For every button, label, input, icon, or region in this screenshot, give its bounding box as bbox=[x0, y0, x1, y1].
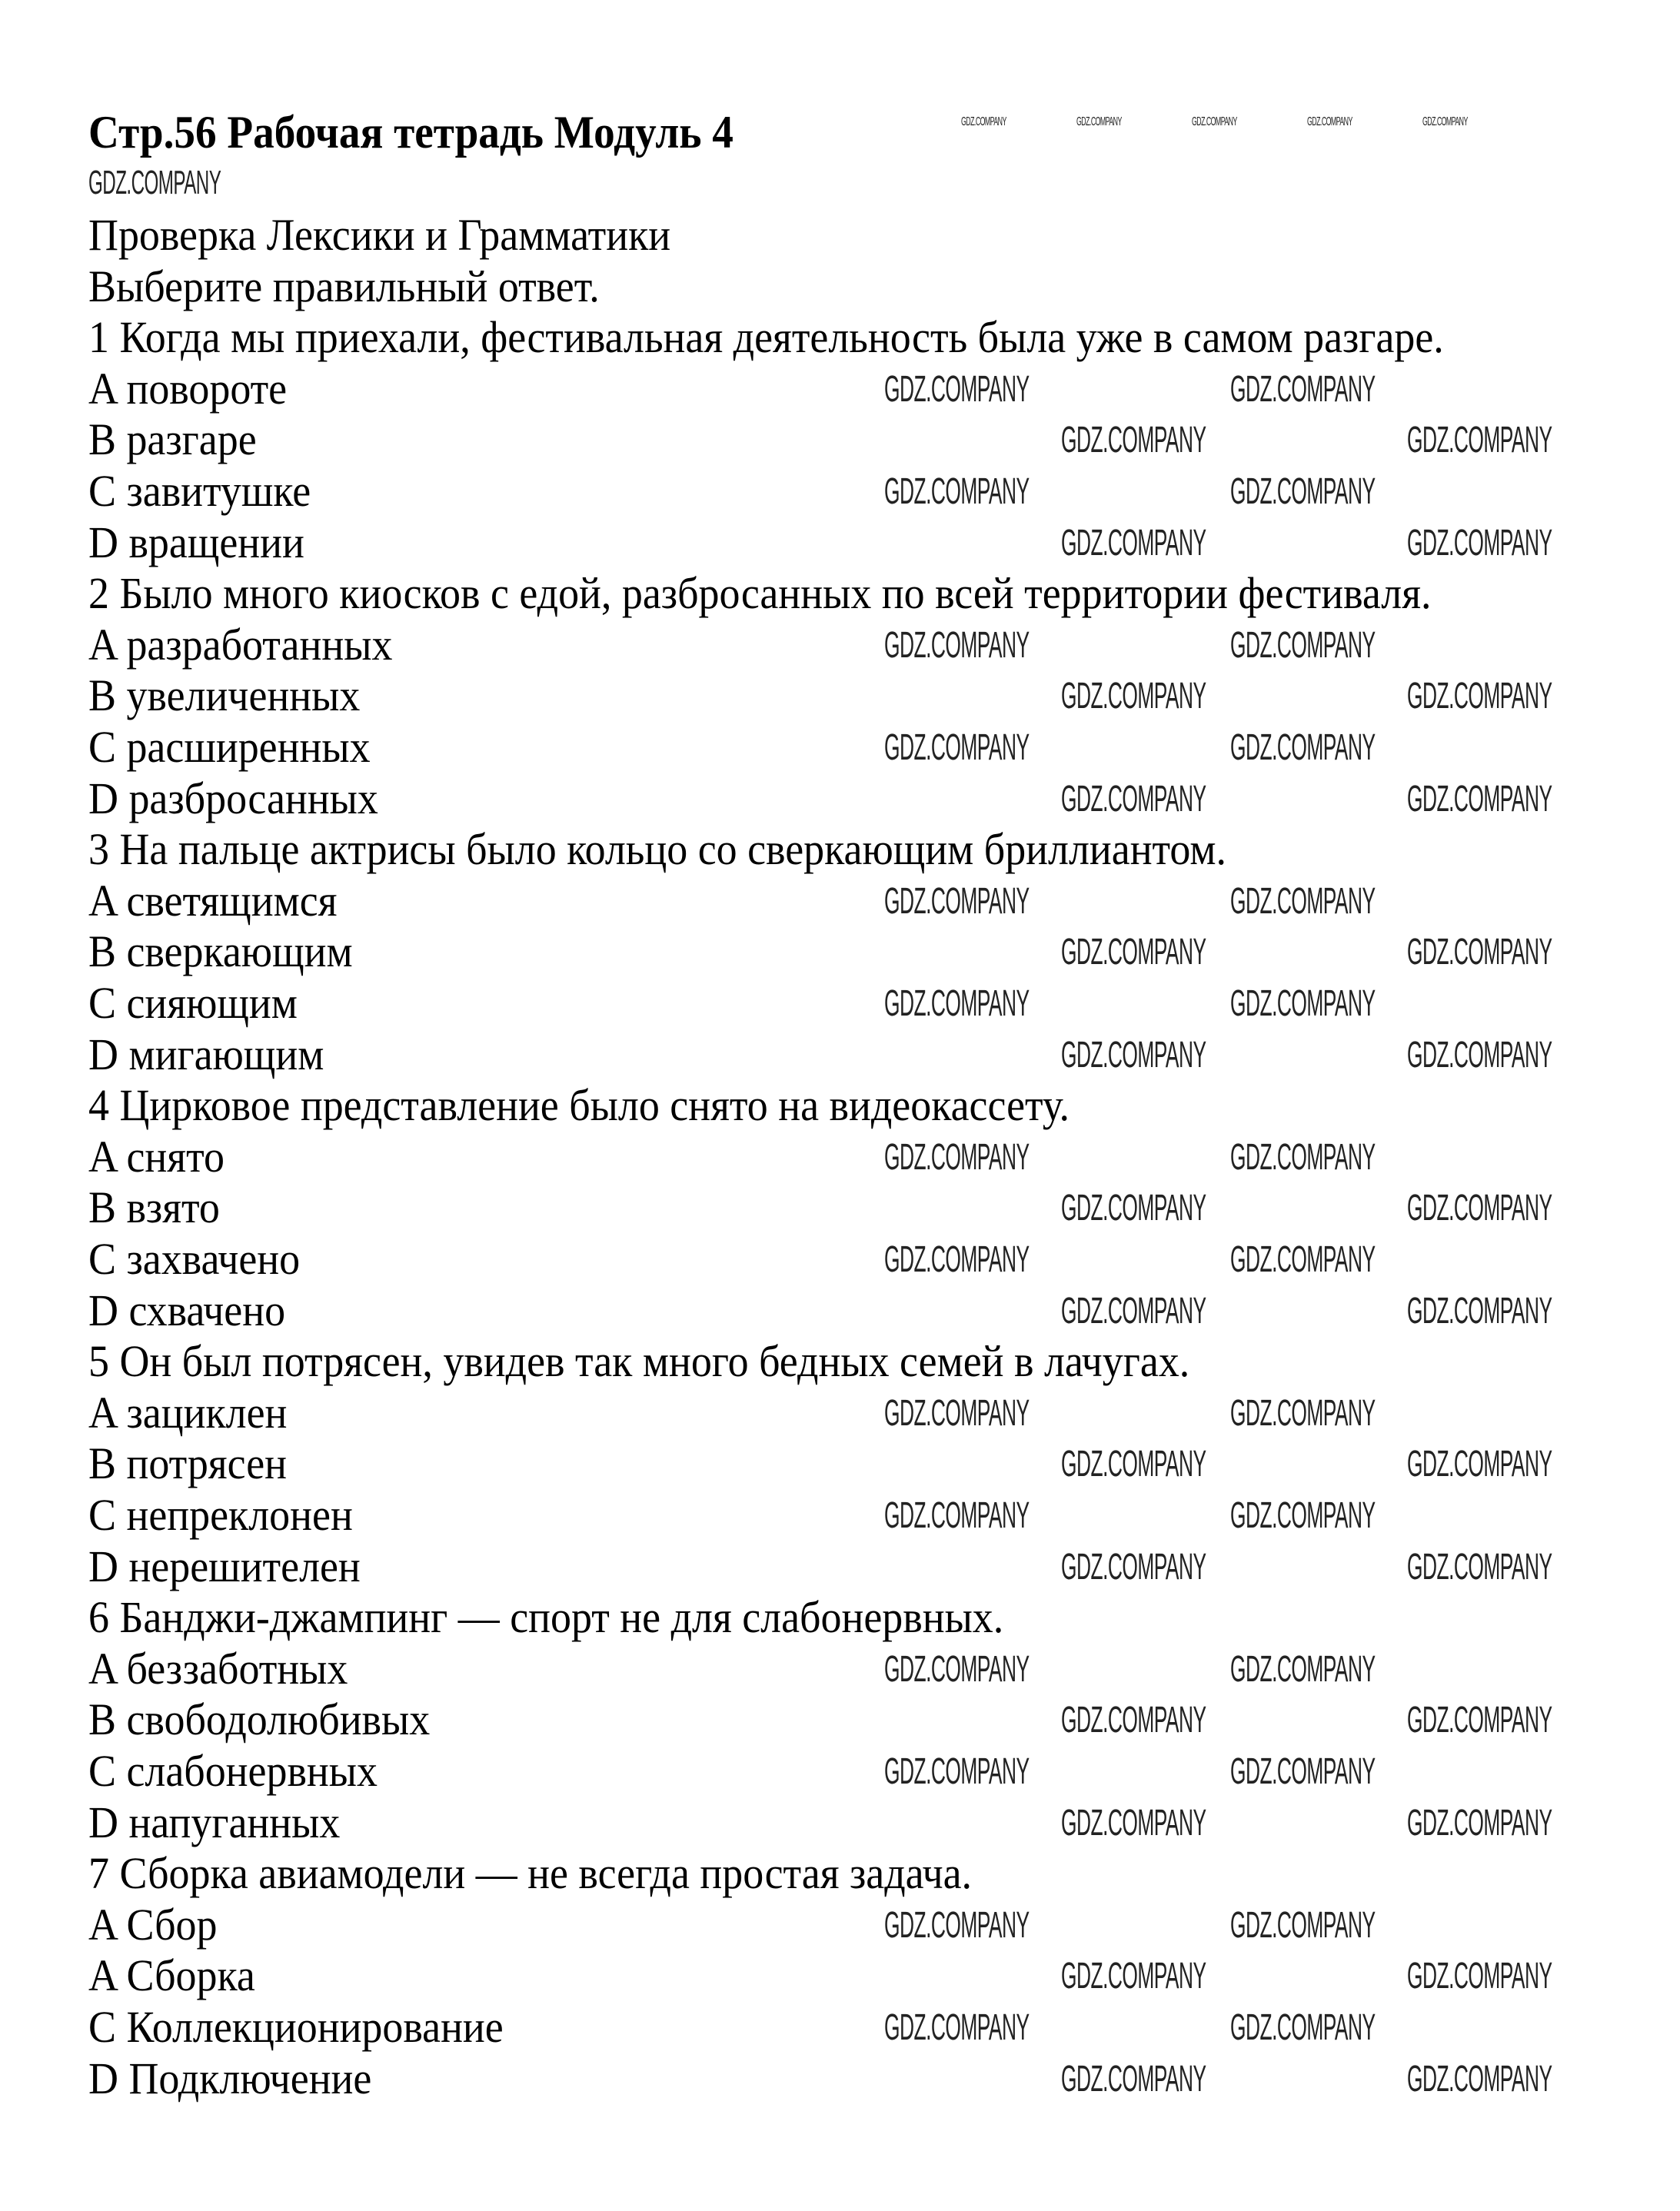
answer-option: C непреклонен bbox=[88, 1490, 353, 1540]
watermark-text: GDZ.COMPANY bbox=[884, 1495, 1030, 1536]
question-text: 7 Сборка авиамодели — не всегда простая задача. bbox=[88, 1848, 973, 1899]
watermark-text: GDZ.COMPANY bbox=[1230, 1904, 1376, 1946]
watermark-text: GDZ.COMPANY bbox=[1061, 522, 1206, 564]
answer-option: C Коллекционирование bbox=[88, 2002, 504, 2052]
answer-option: A повороте bbox=[88, 363, 288, 414]
watermark-text: GDZ.COMPANY bbox=[884, 1751, 1030, 1792]
answer-option: A Сбор bbox=[88, 1899, 218, 1950]
question-text: 2 Было много киосков с едой, разбросанных по всей территории фестиваля. bbox=[88, 568, 1432, 619]
answer-option: D мигающим bbox=[88, 1029, 324, 1079]
watermark-text: GDZ.COMPANY bbox=[1407, 1546, 1552, 1588]
answer-option: D Подключение bbox=[88, 2053, 372, 2103]
watermark-text: GDZ.COMPANY bbox=[1407, 1290, 1552, 1332]
watermark-text: GDZ.COMPANY bbox=[1407, 420, 1552, 461]
page-title: Стр.56 Рабочая тетрадь Модуль 4 bbox=[88, 107, 734, 158]
answer-option: A разработанных bbox=[88, 619, 393, 670]
watermark-text: GDZ.COMPANY bbox=[1061, 1802, 1206, 1844]
section-title: Проверка Лексики и Грамматики bbox=[88, 210, 671, 260]
answer-option: B свободолюбивых bbox=[88, 1694, 431, 1745]
watermark-text: GDZ.COMPANY bbox=[1061, 420, 1206, 461]
answer-option: D вращении bbox=[88, 517, 304, 567]
answer-option: A Сборка bbox=[88, 1950, 255, 2001]
question-text: 4 Цирковое представление было снято на видеокассету. bbox=[88, 1080, 1070, 1131]
answer-option: B потрясен bbox=[88, 1438, 288, 1489]
watermark-text: GDZ.COMPANY bbox=[1407, 1802, 1552, 1844]
watermark-text: GDZ.COMPANY bbox=[884, 880, 1030, 922]
watermark-text: GDZ.COMPANY bbox=[1230, 727, 1376, 768]
watermark-text: GDZ.COMPANY bbox=[1061, 2058, 1206, 2100]
watermark-text: GDZ.COMPANY bbox=[1230, 1136, 1376, 1178]
answer-option: D разбросанных bbox=[88, 773, 378, 823]
watermark-text: GDZ.COMPANY bbox=[1422, 115, 1468, 128]
watermark-text: GDZ.COMPANY bbox=[884, 727, 1030, 768]
answer-option: B взято bbox=[88, 1182, 220, 1233]
watermark-text: GDZ.COMPANY bbox=[884, 1239, 1030, 1280]
answer-option: B увеличенных bbox=[88, 670, 361, 721]
watermark-text: GDZ.COMPANY bbox=[1230, 1751, 1376, 1792]
watermark-text: GDZ.COMPANY bbox=[1061, 1034, 1206, 1076]
watermark-text: GDZ.COMPANY bbox=[961, 115, 1006, 128]
answer-option: A снято bbox=[88, 1131, 225, 1182]
watermark-text: GDZ.COMPANY bbox=[1230, 983, 1376, 1024]
watermark-text: GDZ.COMPANY bbox=[1230, 2007, 1376, 2048]
watermark-text: GDZ.COMPANY bbox=[1061, 1956, 1206, 1997]
question-text: 1 Когда мы приехали, фестивальная деятельность была уже в самом разгаре. bbox=[88, 312, 1444, 363]
watermark-text: GDZ.COMPANY bbox=[884, 1392, 1030, 1434]
watermark-text: GDZ.COMPANY bbox=[884, 1904, 1030, 1946]
answer-option: B разгаре bbox=[88, 414, 257, 465]
question-text: 6 Банджи-джампинг — спорт не для слабонервных. bbox=[88, 1592, 1004, 1643]
watermark-text: GDZ.COMPANY bbox=[1407, 778, 1552, 820]
answer-option: D нерешителен bbox=[88, 1541, 361, 1591]
answer-option: A светящимся bbox=[88, 875, 338, 926]
watermark-text: GDZ.COMPANY bbox=[1407, 1444, 1552, 1485]
answer-option: A беззаботных bbox=[88, 1643, 348, 1694]
watermark-text: GDZ.COMPANY bbox=[1307, 115, 1352, 128]
watermark-text: GDZ.COMPANY bbox=[1407, 522, 1552, 564]
answer-option: A зациклен bbox=[88, 1387, 288, 1438]
watermark-text: GDZ.COMPANY bbox=[1061, 1188, 1206, 1229]
watermark-text: GDZ.COMPANY bbox=[1230, 368, 1376, 410]
watermark-text: GDZ.COMPANY bbox=[1407, 1700, 1552, 1741]
watermark-text: GDZ.COMPANY bbox=[1061, 1290, 1206, 1332]
watermark-text: GDZ.COMPANY bbox=[884, 1648, 1030, 1690]
watermark-text: GDZ.COMPANY bbox=[1061, 932, 1206, 973]
answer-option: C завитушке bbox=[88, 466, 311, 516]
answer-option: D схвачено bbox=[88, 1285, 286, 1335]
watermark-text: GDZ.COMPANY bbox=[1407, 2058, 1552, 2100]
watermark-text: GDZ.COMPANY bbox=[884, 1136, 1030, 1178]
watermark-text: GDZ.COMPANY bbox=[1061, 1546, 1206, 1588]
watermark-text: GDZ.COMPANY bbox=[884, 368, 1030, 410]
watermark-text: GDZ.COMPANY bbox=[884, 983, 1030, 1024]
watermark-text: GDZ.COMPANY bbox=[1230, 624, 1376, 666]
watermark-text: GDZ.COMPANY bbox=[1230, 471, 1376, 512]
watermark-text: GDZ.COMPANY bbox=[1407, 1034, 1552, 1076]
watermark-text: GDZ.COMPANY bbox=[1230, 1495, 1376, 1536]
watermark-text: GDZ.COMPANY bbox=[1407, 932, 1552, 973]
watermark-text: GDZ.COMPANY bbox=[1192, 115, 1237, 128]
watermark-text: GDZ.COMPANY bbox=[1230, 1648, 1376, 1690]
answer-option: C захвачено bbox=[88, 1234, 301, 1284]
watermark-text: GDZ.COMPANY bbox=[1407, 676, 1552, 717]
question-text: 5 Он был потрясен, увидев так много бедных семей в лачугах. bbox=[88, 1336, 1190, 1387]
watermark-text: GDZ.COMPANY bbox=[1230, 1239, 1376, 1280]
watermark-text: GDZ.COMPANY bbox=[1061, 1444, 1206, 1485]
answer-option: C слабонервных bbox=[88, 1746, 378, 1796]
watermark-text: GDZ.COMPANY bbox=[1061, 676, 1206, 717]
answer-option: C сияющим bbox=[88, 978, 298, 1028]
watermark-text: GDZ.COMPANY bbox=[1061, 778, 1206, 820]
watermark-text: GDZ.COMPANY bbox=[1407, 1188, 1552, 1229]
question-text: 3 На пальце актрисы было кольцо со сверкающим бриллиантом. bbox=[88, 824, 1226, 875]
watermark-text: GDZ.COMPANY bbox=[88, 164, 221, 201]
watermark-text: GDZ.COMPANY bbox=[884, 2007, 1030, 2048]
answer-option: C расширенных bbox=[88, 722, 371, 772]
watermark-text: GDZ.COMPANY bbox=[1407, 1956, 1552, 1997]
watermark-text: GDZ.COMPANY bbox=[884, 471, 1030, 512]
watermark-text: GDZ.COMPANY bbox=[884, 624, 1030, 666]
instruction: Выберите правильный ответ. bbox=[88, 261, 600, 311]
answer-option: B сверкающим bbox=[88, 926, 353, 977]
watermark-text: GDZ.COMPANY bbox=[1230, 880, 1376, 922]
watermark-text: GDZ.COMPANY bbox=[1061, 1700, 1206, 1741]
answer-option: D напуганных bbox=[88, 1797, 341, 1847]
watermark-text: GDZ.COMPANY bbox=[1230, 1392, 1376, 1434]
watermark-text: GDZ.COMPANY bbox=[1076, 115, 1122, 128]
